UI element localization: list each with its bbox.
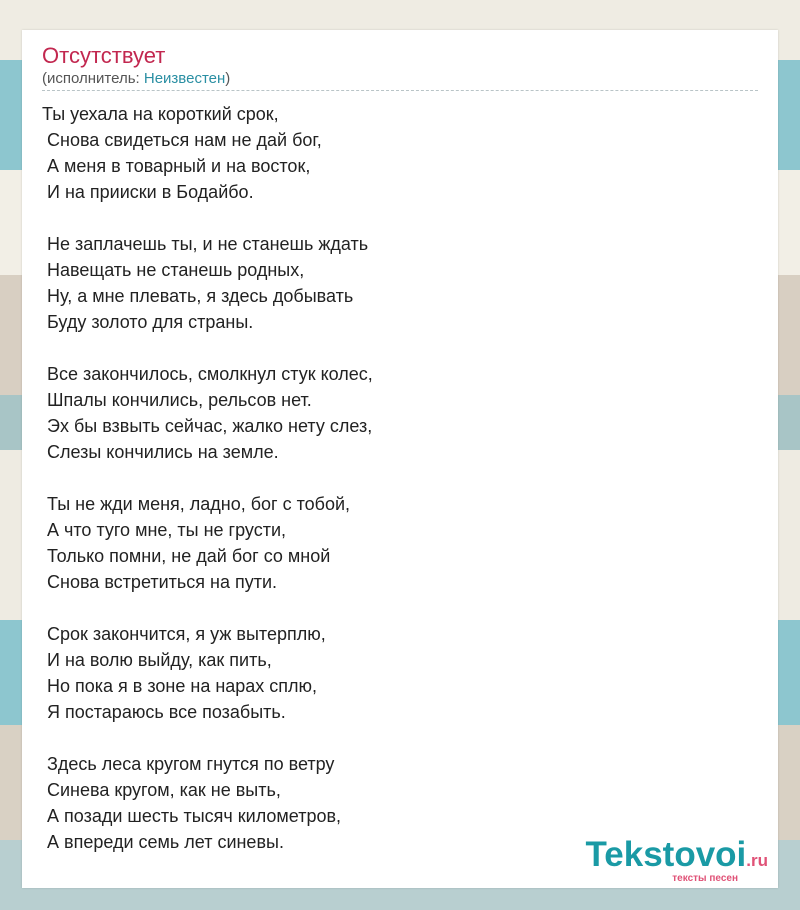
logo-name: Tekstovoi: [585, 835, 747, 874]
lyric-line: Слезы кончились на земле.: [42, 442, 279, 462]
artist-suffix: ): [225, 70, 231, 87]
lyric-line: [42, 335, 758, 361]
lyric-line: Только помни, не дай бог со мной: [42, 546, 331, 566]
lyric-line: Не заплачешь ты, и не станешь ждать: [42, 234, 369, 254]
lyric-line: Здесь леса кругом гнутся по ветру: [42, 754, 335, 774]
lyric-line: Я постараюсь все позабыть.: [42, 702, 286, 722]
lyric-line: [42, 465, 758, 491]
lyrics-card: [22, 30, 778, 888]
artist-line: [42, 70, 758, 91]
lyric-line: А позади шесть тысяч километров,: [42, 806, 342, 826]
lyric-line: Ты уехала на короткий срок,: [42, 104, 279, 124]
lyric-line: Синева кругом, как не выть,: [42, 780, 281, 800]
logo-tagline: тексты песен: [672, 873, 738, 884]
lyric-line: Срок закончится, я уж вытерплю,: [42, 624, 326, 644]
lyrics-text: [42, 101, 758, 855]
lyric-line: [42, 595, 758, 621]
lyric-line: Снова свидеться нам не дай бог,: [42, 130, 322, 150]
lyric-line: Но пока я в зоне на нарах сплю,: [42, 676, 318, 696]
lyric-line: И на волю выйду, как пить,: [42, 650, 272, 670]
lyric-line: Ты не жди меня, ладно, бог с тобой,: [42, 494, 351, 514]
lyric-line: А что туго мне, ты не грусти,: [42, 520, 287, 540]
lyric-line: А впереди семь лет синевы.: [42, 832, 284, 852]
lyric-line: Навещать не станешь родных,: [42, 260, 305, 280]
lyric-line: [42, 205, 758, 231]
lyric-line: Снова встретиться на пути.: [42, 572, 278, 592]
artist-link[interactable]: Неизвестен: [143, 70, 226, 87]
site-logo[interactable]: [585, 837, 768, 884]
lyric-line: Шпалы кончились, рельсов нет.: [42, 390, 312, 410]
artist-prefix: (исполнитель:: [42, 70, 144, 87]
song-title: Отсутствует: [42, 43, 166, 68]
logo-tld: .ru: [746, 851, 768, 870]
lyric-line: Ну, а мне плевать, я здесь добывать: [42, 286, 354, 306]
lyric-line: Эх бы взвыть сейчас, жалко нету слез,: [42, 416, 373, 436]
lyric-line: И на прииски в Бодайбо.: [42, 182, 254, 202]
lyric-line: Все закончилось, смолкнул стук колес,: [42, 364, 373, 384]
lyric-line: Буду золото для страны.: [42, 312, 254, 332]
lyric-line: А меня в товарный и на восток,: [42, 156, 311, 176]
lyric-line: [42, 725, 758, 751]
